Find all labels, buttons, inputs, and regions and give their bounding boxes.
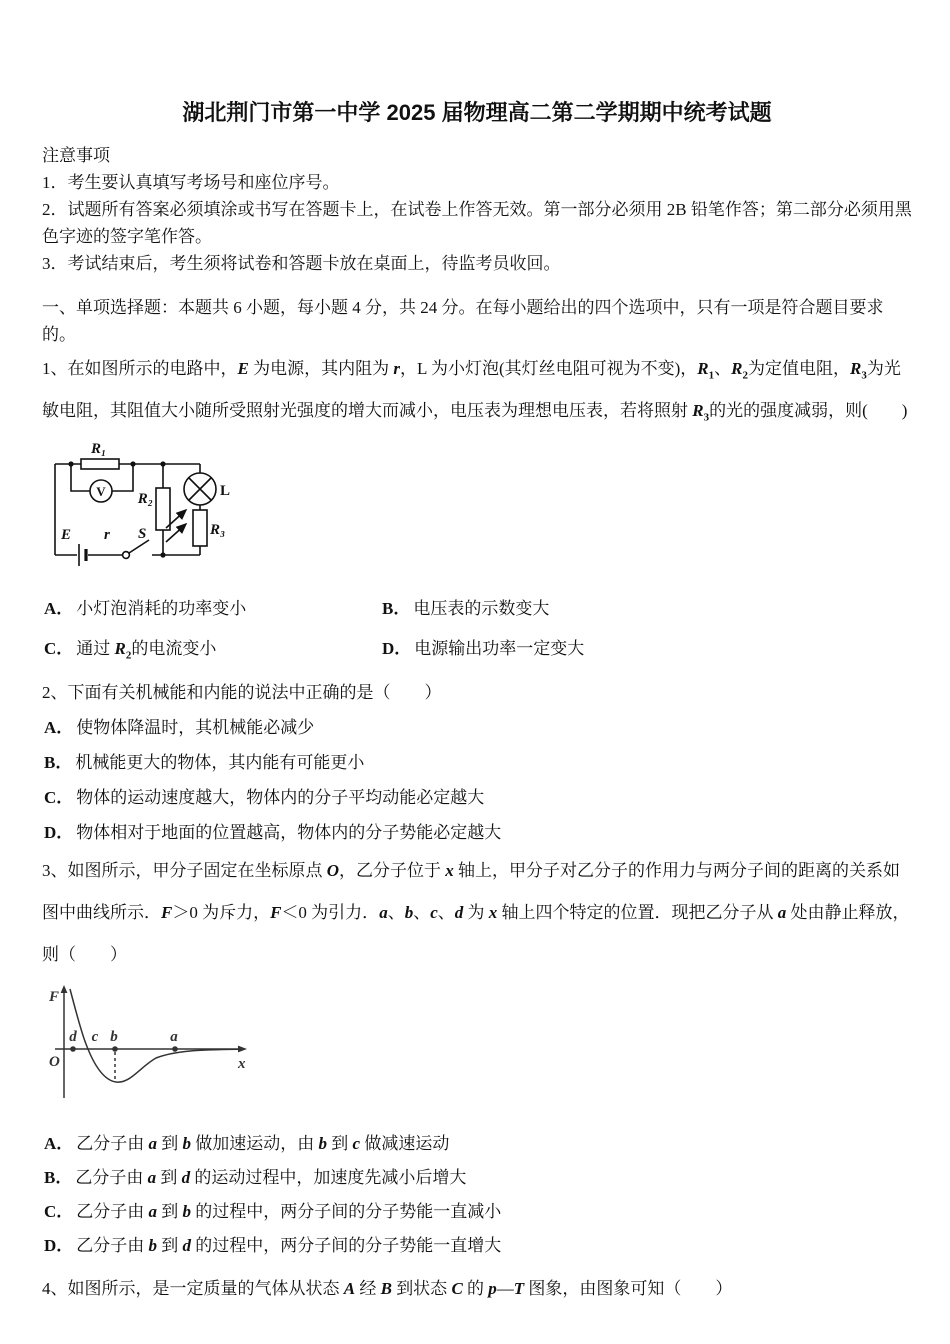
q1-option-a [44, 595, 382, 622]
question-2 [42, 677, 912, 850]
option-label: C． [44, 1202, 74, 1221]
option-text: 乙分子由 a 到 b 的过程中，两分子间的分子势能一直减小 [76, 1202, 502, 1221]
junction-dot [68, 461, 73, 466]
point-d-dot [70, 1046, 76, 1052]
junction-dot [130, 461, 135, 466]
origin-label: O [49, 1054, 60, 1070]
option-label: B． [382, 599, 411, 618]
option-label: D． [382, 639, 412, 658]
point-b-dot [112, 1046, 118, 1052]
option-text: 小灯泡消耗的功率变小 [76, 599, 247, 618]
label-switch-s: S [138, 526, 147, 542]
q3-option-c [44, 1195, 912, 1229]
option-label: C． [44, 639, 74, 658]
option-text: 物体的运动速度越大，物体内的分子平均动能必定越大 [76, 788, 485, 807]
x-axis-arrowhead [238, 1046, 247, 1053]
junction-dot [160, 461, 165, 466]
q3-option-a [44, 1127, 912, 1161]
option-label: C． [44, 788, 74, 807]
q3-options [44, 1127, 912, 1263]
y-axis-label: F [49, 989, 60, 1005]
section-one-heading: 一、单项选择题：本题共 6 小题，每小题 4 分，共 24 分。在每小题给出的四个选项中，只有一项是符合题目要求的。 [42, 298, 884, 344]
q1-options [44, 595, 912, 662]
option-label: A． [44, 718, 74, 737]
junction-dot [160, 552, 165, 557]
notice-item-3: 3．考试结束后，考生须将试卷和答题卡放在桌面上，待监考员收回。 [42, 254, 561, 273]
q2-option-a [44, 710, 912, 745]
question-4 [42, 1273, 912, 1304]
q2-options [44, 710, 912, 850]
option-label: A． [44, 599, 74, 618]
notice-item-1: 1．考生要认真填写考场号和座位序号。 [42, 173, 340, 192]
option-text: 物体相对于地面的位置越高，物体内的分子势能必定越大 [76, 823, 502, 842]
label-r2: R₂ [137, 491, 153, 507]
q3-force-distance-graph [42, 984, 262, 1110]
option-text: 乙分子由 a 到 d 的运动过程中，加速度先减小后增大 [75, 1168, 467, 1187]
label-lamp: L [220, 483, 231, 499]
option-label: A． [44, 1134, 74, 1153]
q1-option-c [44, 635, 382, 662]
option-text: 使物体降温时，其机械能必减少 [76, 718, 315, 737]
question-3 [42, 850, 912, 1263]
q3-option-b [44, 1161, 912, 1195]
question-1 [42, 348, 912, 662]
option-text: 电源输出功率一定变大 [414, 639, 585, 658]
label-point-a: a [170, 1029, 178, 1045]
option-text: 乙分子由 a 到 b 做加速运动，由 b 到 c 做减速运动 [76, 1134, 450, 1153]
label-point-d: d [69, 1029, 77, 1045]
label-battery-e: E [61, 527, 72, 543]
resistor-r3 [193, 510, 207, 546]
notice-item-2: 2．试题所有答案必须填涂或书写在答题卡上，在试卷上作答无效。第一部分必须用 2B 铅笔作答；第二部分必须用黑色字迹的签字笔作答。 [42, 200, 912, 246]
q2-option-c [44, 780, 912, 815]
option-text: 电压表的示数变大 [413, 599, 550, 618]
y-axis-arrowhead [61, 985, 68, 993]
option-text: 乙分子由 b 到 d 的过程中，两分子间的分子势能一直增大 [76, 1236, 502, 1255]
label-r1: R₁ [91, 441, 107, 457]
q2-option-b [44, 745, 912, 780]
resistor-r2 [156, 488, 170, 530]
page-title: 湖北荆门市第一中学 2025 届物理高二第二学期期中统考试题 [182, 100, 772, 125]
label-internal-r: r [104, 527, 110, 543]
x-axis-label: x [238, 1056, 246, 1072]
notice-section [42, 142, 912, 277]
label-point-c: c [91, 1029, 99, 1045]
option-label: B． [44, 1168, 73, 1187]
option-text: 机械能更大的物体，其内能有可能更小 [75, 753, 365, 772]
resistor-r1 [81, 459, 119, 469]
point-a-dot [172, 1046, 178, 1052]
q1-option-b [382, 595, 912, 622]
label-voltmeter: V [96, 484, 106, 499]
q2-option-d [44, 815, 912, 850]
option-label: D． [44, 1236, 74, 1255]
option-text: 通过 $R_2$的电流变小 [76, 639, 217, 662]
q1-stem: 1、在如图所示的电路中，E 为电源，其内阻为 r，L 为小灯泡(其灯丝电阻可视为不变)，$R_1$、$R_2$为定值电阻，$R_3$为光敏电阻，其阻值大小随所受照射光强度的增大而减小，电压表为理想电压表，若将照射 $R_3$的光的强度减弱，则( ) [42, 359, 908, 424]
label-point-b: b [110, 1029, 118, 1045]
option-label: B． [44, 753, 73, 772]
q4-stem: 4、如图所示，是一定质量的气体从状态 A 经 B 到状态 C 的 p—T 图象，由图象可知（ ） [42, 1279, 733, 1298]
q1-circuit-figure [48, 438, 244, 572]
q2-stem: 2、下面有关机械能和内能的说法中正确的是（ ） [42, 683, 442, 702]
q1-option-d [382, 635, 912, 662]
notice-heading: 注意事项 [42, 146, 110, 165]
q3-option-d [44, 1229, 912, 1263]
option-label: D． [44, 823, 74, 842]
q3-stem: 3、如图所示，甲分子固定在坐标原点 O，乙分子位于 x 轴上，甲分子对乙分子的作用力与两分子间的距离的关系如图中曲线所示．F＞0 为斥力，F＜0 为引力．a、b、c、d 为 x 轴上四个特定的位置．现把乙分子从 a 处由静止释放，则（ ） [42, 861, 910, 964]
label-r3: R₃ [210, 522, 226, 538]
switch-icon [123, 552, 130, 559]
